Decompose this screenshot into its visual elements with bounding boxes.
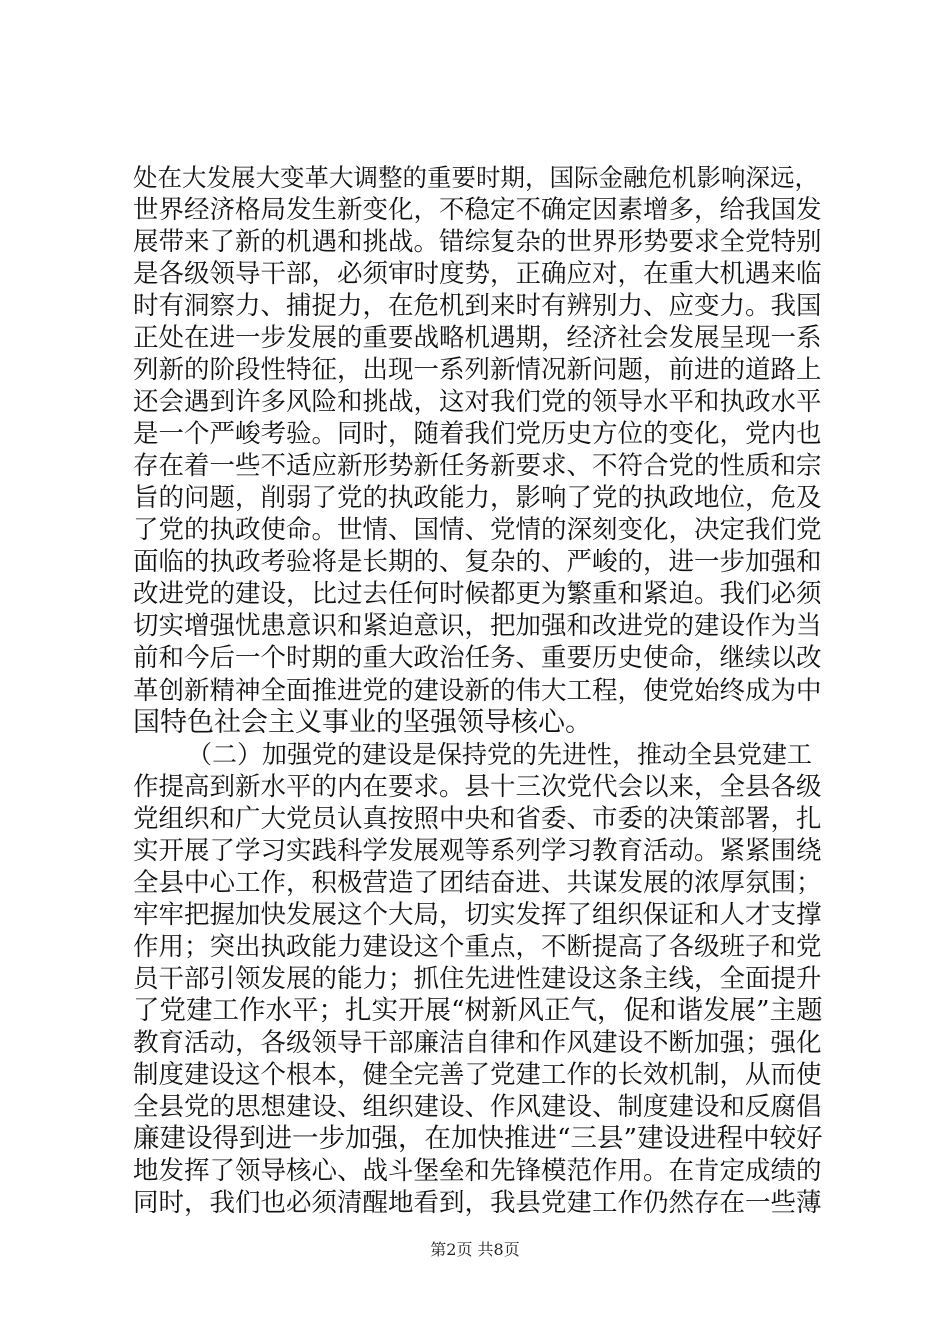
text-line: 员干部引领发展的能力；抓住先进性建设这条主线，全面提升	[133, 963, 822, 994]
text-line: 处在大发展大变革大调整的重要时期，国际金融危机影响深远，	[133, 163, 819, 192]
text-line: 存在着一些不适应新形势新任务新要求、不符合党的性质和宗	[133, 451, 822, 482]
text-line: 旨的问题，削弱了党的执政能力，影响了党的执政地位，危及	[133, 483, 822, 514]
section-heading-line: （二）加强党的建设是保持党的先进性，推动全县党建工	[187, 739, 813, 769]
text-line: 了党的执政使命。世情、国情、党情的深刻变化，决定我们党	[133, 515, 822, 546]
text-line: 是一个严峻考验。同时，随着我们党历史方位的变化，党内也	[133, 419, 822, 450]
text-line: 了党建工作水平；扎实开展“树新风正气，促和谐发展”主题	[133, 994, 823, 1026]
text-line: 面临的执政考验将是长期的、复杂的、严峻的，进一步加强和	[133, 547, 822, 578]
text-line: 正处在进一步发展的重要战略机遇期，经济社会发展呈现一系	[133, 323, 822, 354]
text-line: 是各级领导干部，必须审时度势，正确应对，在重大机遇来临	[133, 259, 822, 290]
text-line: 时有洞察力、捕捉力，在危机到来时有辨别力、应变力。我国	[133, 291, 822, 322]
text-line: 地发挥了领导核心、战斗堡垒和先锋模范作用。在肯定成绩的	[133, 1155, 822, 1186]
text-line: 切实增强忧患意识和紧迫意识，把加强和改进党的建设作为当	[133, 611, 822, 642]
text-line: 革创新精神全面推进党的建设新的伟大工程，使党始终成为中	[133, 675, 822, 706]
text-line: 廉建设得到进一步加强，在加快推进“三县”建设进程中较好	[133, 1122, 823, 1154]
text-line: 列新的阶段性特征，出现一系列新情况新问题，前进的道路上	[133, 355, 822, 386]
text-line: 还会遇到许多风险和挑战，这对我们党的领导水平和执政水平	[133, 387, 822, 418]
text-line: 前和今后一个时期的重大政治任务、重要历史使命，继续以改	[133, 643, 822, 674]
text-line: 制度建设这个根本，健全完善了党建工作的长效机制，从而使	[133, 1059, 822, 1090]
text-line: 世界经济格局发生新变化，不稳定不确定因素增多，给我国发	[133, 195, 822, 226]
text-line: 实开展了学习实践科学发展观等系列学习教育活动。紧紧围绕	[133, 835, 822, 866]
text-line: 全县党的思想建设、组织建设、作风建设、制度建设和反腐倡	[133, 1091, 822, 1122]
text-line: 改进党的建设，比过去任何时候都更为繁重和紧迫。我们必须	[133, 579, 822, 610]
text-line: 作用；突出执政能力建设这个重点，不断提高了各级班子和党	[133, 931, 822, 962]
text-line: 党组织和广大党员认真按照中央和省委、市委的决策部署，扎	[133, 803, 822, 834]
text-line: 作提高到新水平的内在要求。县十三次党代会以来，全县各级	[133, 771, 822, 802]
page-number-footer: 第2页 共8页	[430, 1240, 520, 1259]
text-line: 全县中心工作，积极营造了团结奋进、共谋发展的浓厚氛围；	[133, 867, 822, 898]
text-line: 牢牢把握加快发展这个大局，切实发挥了组织保证和人才支撑	[133, 899, 822, 930]
text-line: 教育活动，各级领导干部廉洁自律和作风建设不断加强；强化	[133, 1027, 822, 1058]
text-line: 展带来了新的机遇和挑战。错综复杂的世界形势要求全党特别	[133, 227, 822, 258]
text-line: 同时，我们也必须清醒地看到，我县党建工作仍然存在一些薄	[133, 1188, 822, 1218]
text-line: 国特色社会主义事业的坚强领导核心。	[133, 706, 592, 738]
